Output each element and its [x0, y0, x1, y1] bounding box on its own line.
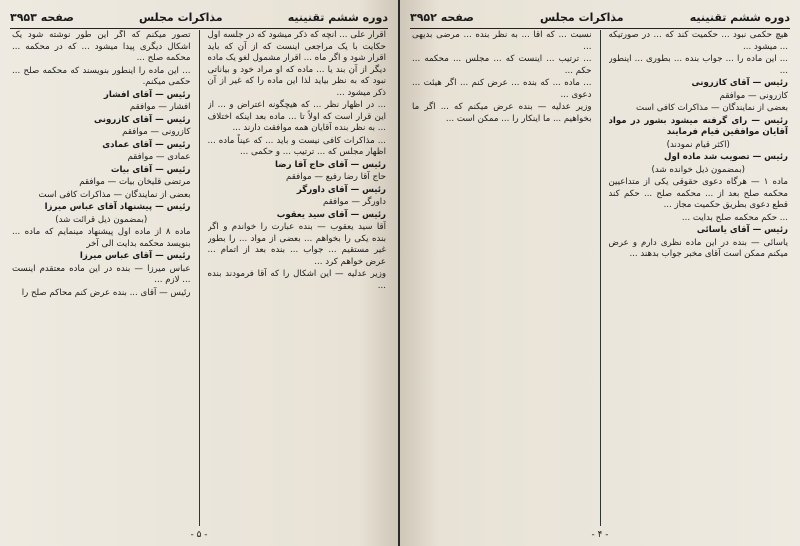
paragraph: آقا سید یعقوب — بنده عبارت را خواندم و اگر بنده یکی را بخواهم ... بعضی از مواد ... را بطور غیر مستقیم ... جواب ... بنده بعد از اتمام ... عرض خواهم کرد ...	[207, 222, 386, 267]
paragraph: ... حکم محکمه صلح بدایت ...	[681, 212, 788, 223]
speaker-line: کازرونی — موافقم	[719, 90, 788, 101]
speaker-line: بعضی از نمایندگان — مذاکرات کافی است	[636, 103, 788, 113]
paragraph: ... این ماده را ... جواب بنده ... بطوری ... اینطور ...	[608, 54, 788, 76]
stage-note: (بمضمون ذیل خوانده شد)	[651, 164, 745, 175]
column-divider	[600, 30, 601, 526]
speaker-line: رئیس — آقای عمادی	[102, 139, 191, 150]
speaker-line: رئیس — آقای کازرونی	[94, 114, 191, 125]
paragraph: ماده ۸ از ماده اول پیشنهاد مینمایم که ماده ... بنویسد محکمه بدایت الی آخر	[12, 227, 191, 249]
paragraph: رئیس — آقای ... بنده عرض کنم محاکم صلح را	[21, 287, 191, 298]
paragraph: یاسائی — بنده در این ماده نظری دارم و عرض میکنم ممکن است آقای مخبر جواب بدهند ...	[608, 237, 788, 259]
right-page-header	[410, 8, 790, 29]
speaker-line: بعضی از نمایندگان — مذاکرات کافی است	[38, 189, 191, 200]
paragraph: ... در اظهار نظر ... که هیچگونه اعتراض و ... از این قرار است که اولاً تا ... ماده بعد اینکه اختلاف ... به نظر بنده آقایان همه موافقت دارند ...	[207, 100, 386, 133]
stage-note: (اکثر قیام نمودند)	[666, 139, 730, 150]
paragraph: هیچ حکمی نبود ... حکمیت کند که ... در صورتیکه ... میشود ...	[608, 30, 788, 52]
right-page	[400, 0, 800, 546]
speaker-line: رئیس — آقای کازرونی	[691, 78, 788, 88]
stage-note: (بمضمون ذیل قرائت شد)	[55, 214, 148, 225]
speaker-line: رئیس — تصویب شد ماده اول	[664, 152, 788, 162]
speaker-line: افشار — موافقم	[129, 102, 191, 112]
left-page-body	[12, 30, 386, 526]
left-page-right-column	[208, 30, 387, 526]
speaker-line: عمادی — موافقم	[127, 152, 191, 162]
speaker-line: مرتضی قلیخان بیات — موافقم	[79, 177, 191, 187]
paragraph: تصور میکنم که اگر این طور نوشته شود یک اشکال دیگری پیدا میشود ... که در محکمه ... محکمه صلح ...	[12, 30, 191, 63]
right-header-page-number: صفحه ۳۹۵۲	[410, 10, 474, 24]
paragraph: عباس میرزا — بنده در این ماده معتقدم اینست ... لازم ...	[12, 263, 191, 285]
paragraph: اقرار علی ... آنچه که ذکر میشود که در جلسه اول حکایت با یک مراجعی اینست که از آن که باید اقرار شود و اگر ماه ... اقرار مشمول لغو یک ماده دیگر از آن بند یا ... ماده که او مراد خود و بیاناتی نبود که به نظر بیاید لذا این ماده را که غیر از آن ذکر میشود ...	[207, 30, 386, 98]
right-page-body	[412, 30, 788, 526]
left-header-title: مذاکرات مجلس	[138, 10, 223, 24]
right-header-title: مذاکرات مجلس	[539, 10, 624, 24]
speaker-line: رئیس — آقای بیات	[110, 164, 191, 175]
left-header-term: دوره ششم تقنینیه	[287, 10, 388, 24]
left-page-header	[10, 8, 388, 29]
left-header-page-number: صفحه ۳۹۵۳	[10, 10, 74, 24]
speaker-line: داورگر — موافقم	[322, 197, 386, 207]
column-divider	[199, 30, 200, 526]
paragraph: ... این ماده را اینطور بنویسند که محکمه صلح ... حکمی میکنم.	[12, 65, 191, 87]
speaker-line: رئیس — آقای افشار	[103, 89, 191, 100]
speaker-line: رئیس — آقای حاج آقا رضا	[275, 159, 386, 170]
paragraph: نسبت ... که آقا ... به نظر بنده ... مرضی بدیهی ...	[412, 30, 592, 52]
right-page-right-column	[609, 30, 789, 526]
speaker-line: رئیس — آقای داورگر	[296, 184, 386, 195]
speaker-line: رئیس — آقای عباس میرزا	[79, 251, 191, 261]
paragraph: ماده ۱ — هرگاه دعوی حقوقی یکی از متداعیین محکمه صلح بعد از ... محکمه صلح ... حکم کند قطع دعوی بطریق حکمیت مجاز ...	[608, 177, 788, 210]
speaker-line: رئیس — آقای یاسائی	[696, 225, 788, 235]
left-page-footer: - ۵ -	[190, 530, 208, 540]
speaker-line: رئیس — رای گرفته میشود بشور در مواد آقایان موافقین قیام فرمایند	[608, 115, 788, 137]
right-page-footer: - ۴ -	[591, 530, 609, 540]
paragraph: وزیر عدلیه — بنده عرض میکنم که ... اگر ما بخواهیم ... ما اینکار را ... ممکن است ...	[412, 102, 592, 124]
paragraph: ... ماده ... که بنده ... عرض کنم ... اگر هیئت ... دعوی ...	[412, 78, 592, 100]
paragraph: وزیر عدلیه — این اشکال را که آقا فرمودند بنده ...	[207, 269, 386, 291]
right-header-term: دوره ششم تقنینیه	[689, 10, 790, 24]
paragraph: ... مذاکرات کافی نیست و باید ... که عیناً ماده ... اظهار مجلس که ... ترتیب ... و حکمی ...	[207, 135, 386, 157]
speaker-line: رئیس — پیشنهاد آقای عباس میرزا	[44, 202, 191, 212]
right-page-left-column	[412, 30, 592, 526]
left-page-left-column	[12, 30, 191, 526]
speaker-line: حاج آقا رضا رفیع — موافقم	[286, 172, 386, 182]
speaker-line: کازرونی — موافقم	[122, 127, 191, 137]
paragraph: ... ترتیب ... اینست که ... مجلس ... محکمه ... حکم ...	[412, 54, 592, 76]
speaker-line: رئیس — آقای سید یعقوب	[276, 209, 386, 220]
